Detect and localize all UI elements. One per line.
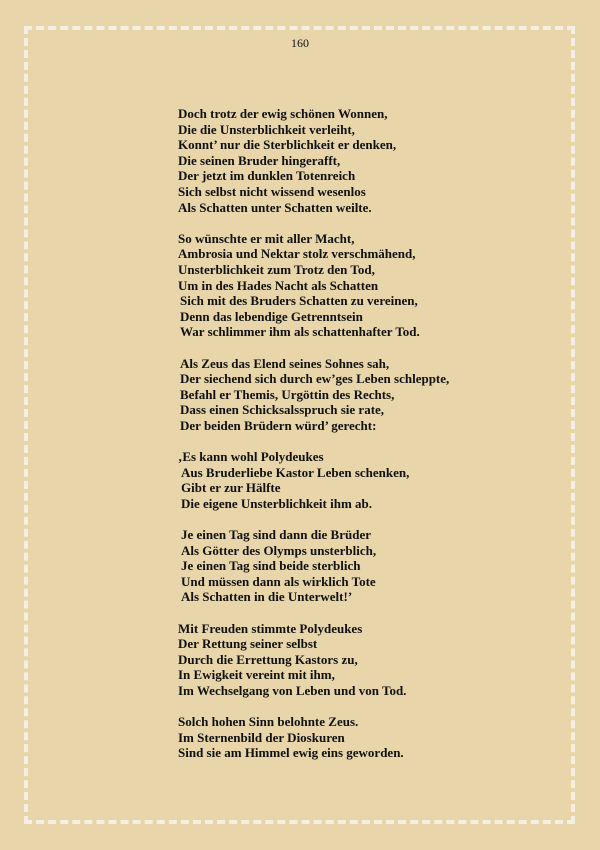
poem-line: Die eigene Unsterblichkeit ihm ab. (181, 495, 373, 511)
stanza (178, 621, 558, 699)
poem-line: Doch trotz der ewig schönen Wonnen, (178, 106, 388, 121)
poem-line: Sich selbst nicht wissend wesenlos (178, 183, 366, 199)
poem-line: Als Zeus das Elend seines Sohnes sah, (180, 355, 390, 371)
stanza (178, 106, 558, 215)
poem-line: Konnt’ nur die Sterblichkeit er denken, (178, 137, 397, 153)
poem (178, 106, 558, 777)
poem-line: So wünschte er mit aller Macht, (178, 230, 355, 246)
poem-line: Als Götter des Olymps unsterblich, (181, 542, 377, 558)
poem-line: Je einen Tag sind dann die Brüder (181, 527, 371, 543)
poem-line: In Ewigkeit vereint mit ihm, (178, 667, 335, 683)
poem-line: Aus Bruderliebe Kastor Leben schenken, (181, 464, 410, 480)
poem-line: Solch hohen Sinn belohnte Zeus. (178, 714, 359, 730)
stanza (178, 714, 558, 761)
page-number: 160 (291, 36, 309, 50)
poem-line: Die seinen Bruder hingerafft, (178, 152, 341, 168)
stanza (178, 449, 558, 511)
poem-line: Die die Unsterblichkeit verleiht, (178, 121, 355, 137)
poem-line: Je einen Tag sind beide sterblich (181, 558, 361, 574)
poem-line: Befahl er Themis, Urgöttin des Rechts, (180, 386, 395, 402)
poem-line: Der beiden Brüdern würd’ gerecht: (180, 417, 377, 433)
poem-line: Sich mit des Bruders Schatten zu vereinen, (180, 293, 418, 309)
poem-line: Unsterblichkeit zum Trotz den Tod, (178, 261, 375, 277)
poem-line: Durch die Errettung Kastors zu, (178, 651, 358, 667)
poem-line: Als Schatten in die Unterwelt!’ (181, 589, 353, 605)
poem-line: Der jetzt im dunklen Totenreich (178, 168, 356, 184)
poem-line: Sind sie am Himmel ewig eins geworden. (178, 745, 404, 761)
poem-line: Und müssen dann als wirklich Tote (181, 573, 376, 589)
poem-line: Mit Freuden stimmte Polydeukes (178, 620, 363, 636)
poem-line: ‚Es kann wohl Polydeukes (178, 449, 324, 465)
stanza (178, 356, 558, 434)
poem-line: Der siechend sich durch ew’ges Leben schleppte, (180, 371, 450, 387)
poem-line: Gibt er zur Hälfte (181, 480, 281, 496)
poem-line: Der Rettung seiner selbst (178, 636, 318, 652)
poem-line: Als Schatten unter Schatten weilte. (178, 199, 372, 215)
poem-line: Dass einen Schicksalsspruch sie rate, (180, 402, 385, 418)
poem-line: Denn das lebendige Getrenntsein (180, 308, 363, 324)
stanza (178, 527, 558, 605)
poem-line: Im Wechselgang von Leben und von Tod. (178, 682, 407, 698)
poem-line: War schlimmer ihm als schattenhafter Tod. (180, 324, 420, 340)
poem-line: Ambrosia und Nektar stolz verschmähend, (178, 246, 416, 262)
poem-line: Um in des Hades Nacht als Schatten (178, 277, 379, 293)
stanza (178, 231, 558, 340)
poem-line: Im Sternenbild der Dioskuren (178, 729, 345, 745)
